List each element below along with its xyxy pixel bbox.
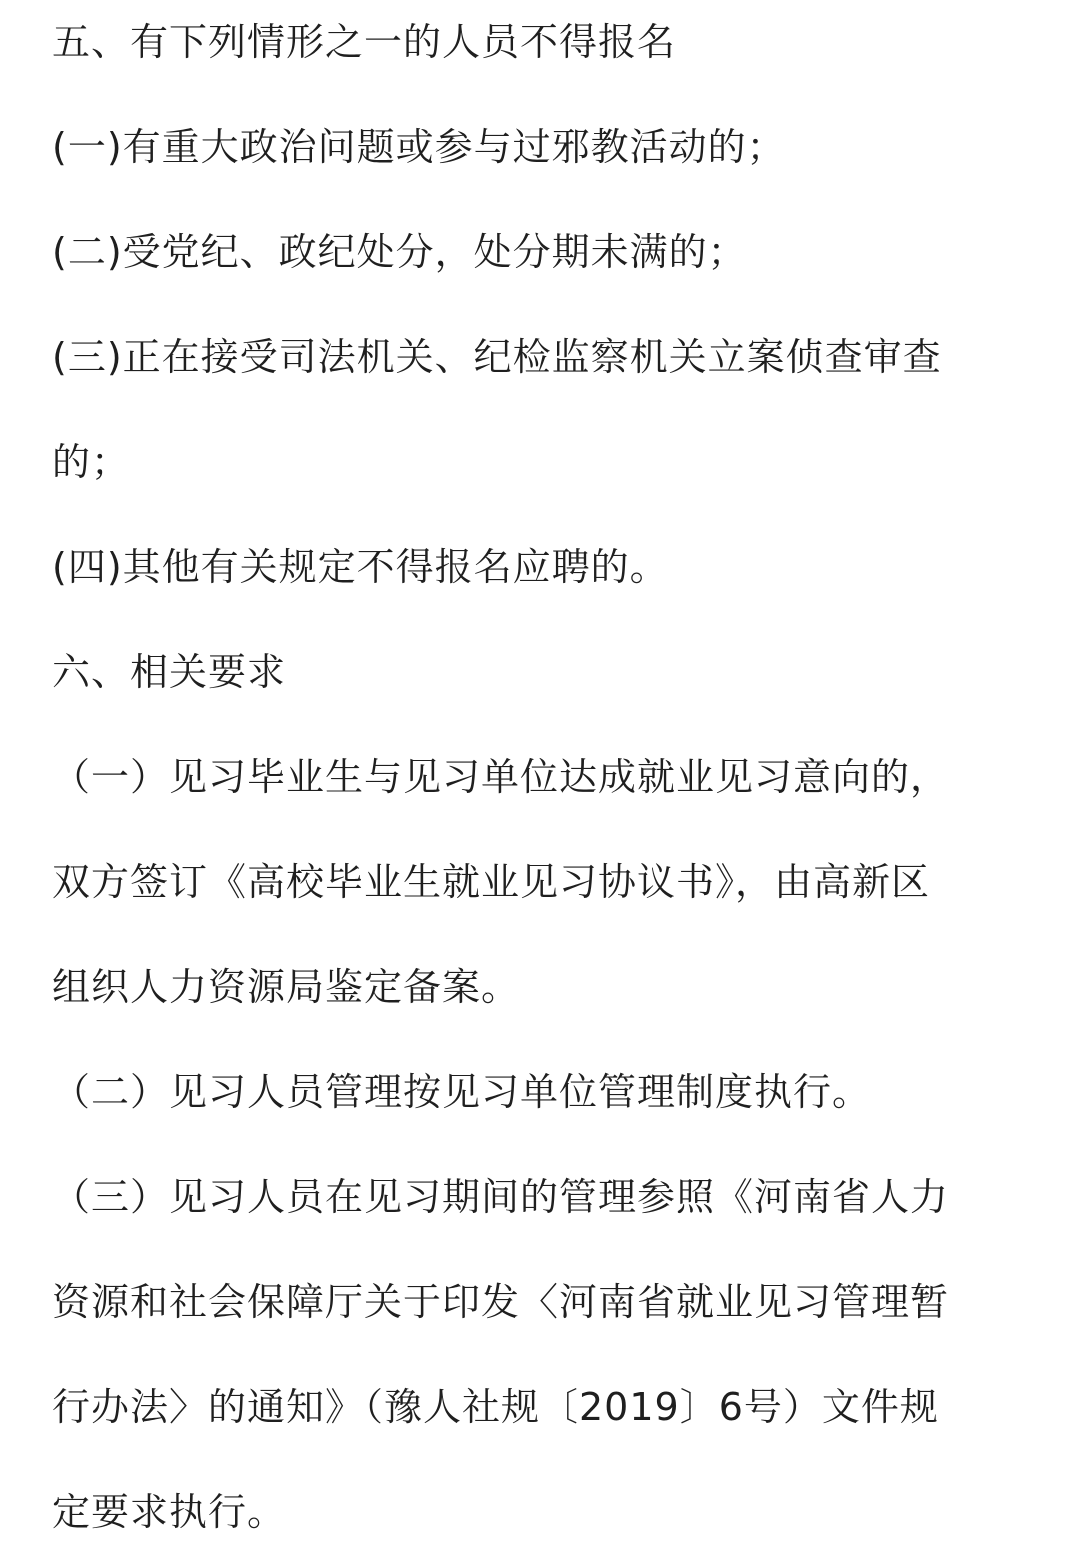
list-item-5-3-cont: 的； — [52, 440, 131, 484]
list-item-6-1: （一）见习毕业生与见习单位达成就业见习意向的， — [52, 755, 950, 799]
list-item-6-3-cont3: 定要求执行。 — [52, 1490, 287, 1534]
list-item-6-3: （三）见习人员在见习期间的管理参照《河南省人力 — [52, 1175, 950, 1219]
list-item-5-4: (四)其他有关规定不得报名应聘的。 — [52, 545, 669, 589]
list-item-6-1-cont2: 组织人力资源局鉴定备案。 — [52, 965, 521, 1009]
list-item-6-1-cont: 双方签订《高校毕业生就业见习协议书》，由高新区 — [52, 860, 931, 904]
list-item-6-3-cont2: 行办法〉的通知》（豫人社规〔2019〕6号）文件规 — [52, 1385, 939, 1429]
section-heading-5: 五、有下列情形之一的人员不得报名 — [52, 20, 677, 64]
section-heading-6: 六、相关要求 — [52, 650, 287, 694]
list-item-5-2: (二)受党纪、政纪处分，处分期未满的； — [52, 230, 747, 274]
list-item-6-2: （二）见习人员管理按见习单位管理制度执行。 — [52, 1070, 872, 1114]
list-item-5-1: (一)有重大政治问题或参与过邪教活动的； — [52, 125, 786, 169]
list-item-6-3-cont: 资源和社会保障厅关于印发〈河南省就业见习管理暂 — [52, 1280, 950, 1324]
list-item-5-3: (三)正在接受司法机关、纪检监察机关立案侦查审查 — [52, 335, 942, 379]
